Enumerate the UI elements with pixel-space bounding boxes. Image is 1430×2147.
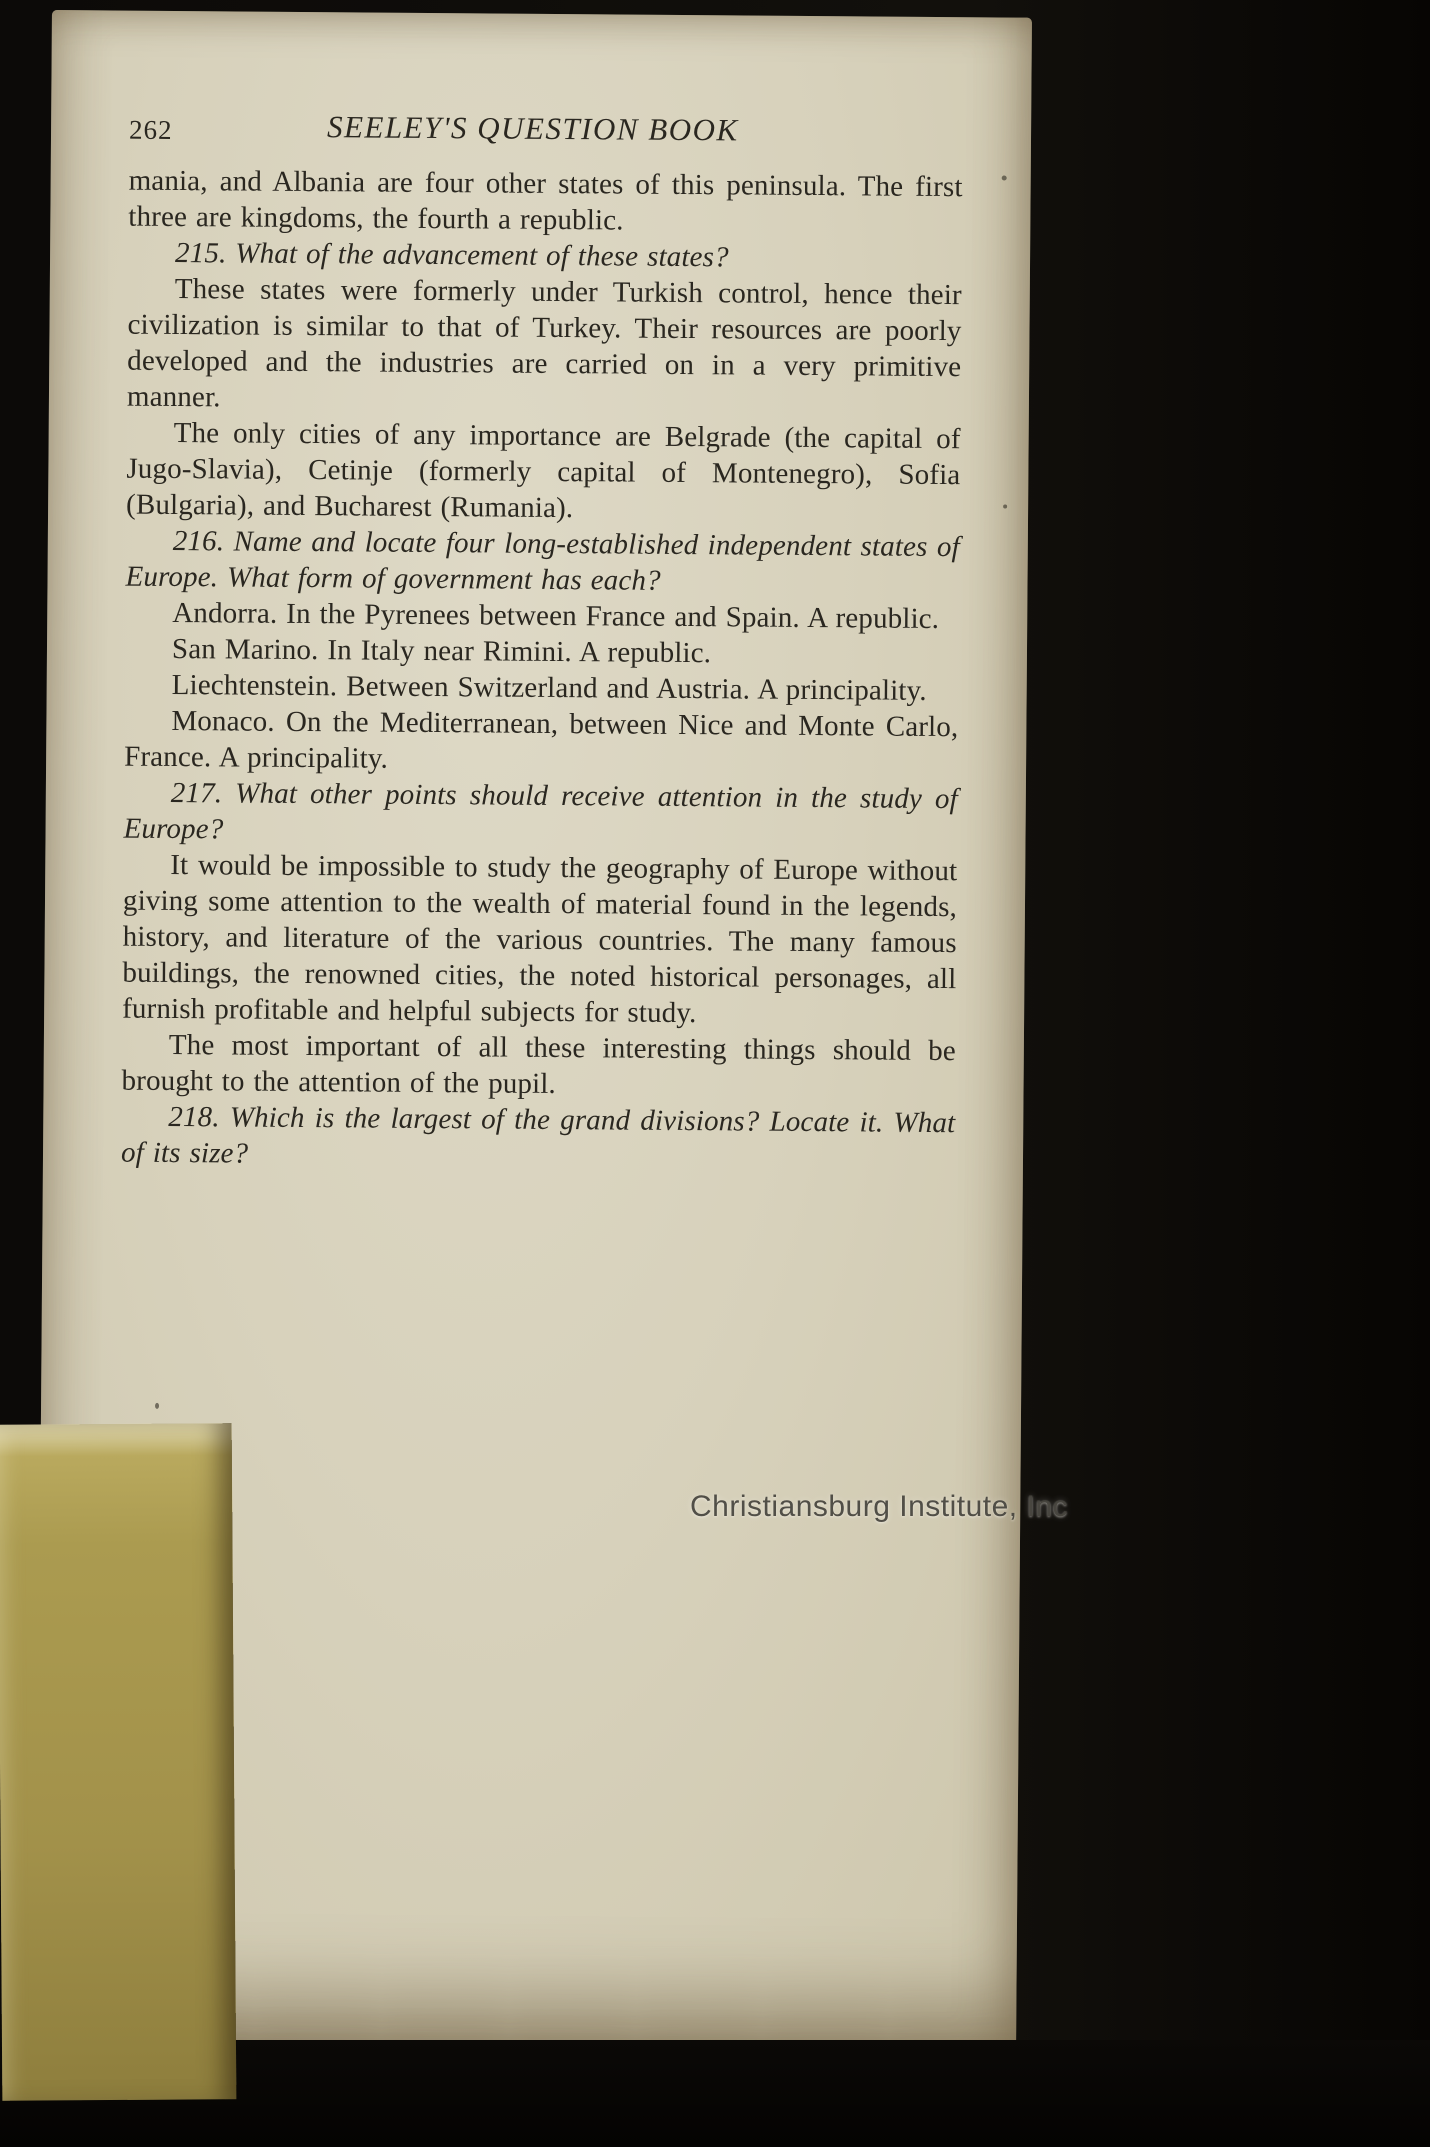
body-paragraph: Liechtenstein. Between Switzerland and Austria. A principality. <box>171 668 927 707</box>
body-paragraph: The most important of all these interesting things should be brought to the attention of the pupil. <box>121 1028 956 1100</box>
body-paragraph: San Marino. In Italy near Rimini. A republic. <box>171 632 712 670</box>
scan-speck <box>155 1403 159 1409</box>
question-paragraph: 218. Which is the largest of the grand divisions? Locate it. What of its size? <box>120 1100 956 1170</box>
body-paragraph: mania, and Albania are four other states of this peninsula. The first three are kingdoms, the fourth a republic. <box>128 164 963 237</box>
body-paragraph: Monaco. On the Mediterranean, between Nice and Monte Carlo, France. A principality. <box>124 704 959 775</box>
body-paragraph: Andorra. In the Pyrenees between France and Spain. A republic. <box>172 596 940 635</box>
page-body <box>121 163 963 1178</box>
page-header <box>51 107 1031 161</box>
foreground-book-edge <box>0 1423 236 2101</box>
scan-speck <box>1003 504 1007 508</box>
page-number: 262 <box>128 114 173 145</box>
question-paragraph: 216. Name and locate four long-established independent states of Europe. What form of government has each? <box>125 524 960 597</box>
watermark: Christiansburg Institute, Inc <box>690 1490 1069 1523</box>
body-paragraph: These states were formerly under Turkish control, hence their civilization is similar to that of Turkey. Their resources are poorly developed and the industries are carried on in a very primitive manner. <box>126 272 962 414</box>
scan-speck <box>1002 175 1007 180</box>
body-paragraph: It would be impossible to study the geography of Europe without giving some attention to the wealth of material found in the legends, history, and literature of the various countries. The many famous buildings, the renowned cities, the noted historical personages, all furnish profitable and helpful subjects for study. <box>122 848 958 1030</box>
running-title: SEELEY'S QUESTION BOOK <box>326 109 739 148</box>
question-paragraph: 215. What of the advancement of these states? <box>174 236 729 274</box>
question-paragraph: 217. What other points should receive attention in the study of Europe? <box>123 776 958 846</box>
body-paragraph: The only cities of any importance are Belgrade (the capital of Jugo-Slavia), Cetinje (formerly capital of Montenegro), Sofia (Bulgaria), and Bucharest (Rumania). <box>125 416 961 525</box>
